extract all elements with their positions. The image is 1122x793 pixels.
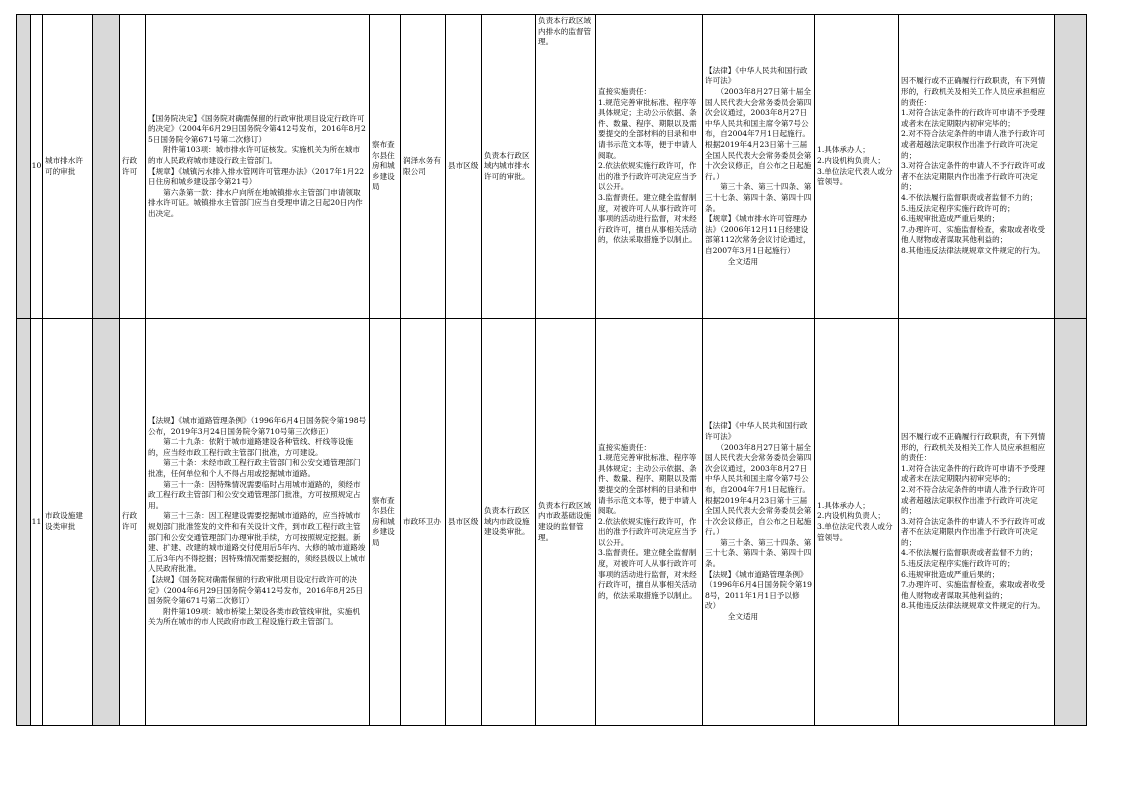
implementing-agency: 察布查尔县住房和城乡建设局 bbox=[370, 319, 401, 726]
responsibility-basis: 【法律】《中华人民共和国行政许可法》 （2003年8月27日第十届全国人民代表大会常务委员会第四次会议通过，2003年8月27日中华人民共和国主席令第7号公布，自2004年7月1日起施行。根据2019年4月23日第十三届全国人民代表大会常务委员会第十次会议修正，自公布之日起施行。） 第三十条、第三十四条、第三十七条、第四十条、第四十四条。 【规章】《城市排水许可管理办法》（2006年12月11日经建设部第112次常务会议讨论通过，自2007年3月1日起施行） 全文适用 bbox=[703, 15, 815, 319]
item-category: 行政许可 bbox=[120, 319, 146, 726]
undertaking-unit: 润泽水务有限公司 bbox=[401, 15, 446, 319]
blank-cell bbox=[17, 15, 31, 319]
accountability-situations: 因不履行或不正确履行行政职责，有下列情形的，行政机关及相关工作人员应承担相应的责任： 1.对符合法定条件的行政许可申请不予受理或者未在法定期限内初审完毕的； 2.对不符合法定条件的申请人准予行政许可或者超越法定职权作出准予行政许可决定的； 3.对符合法定条件的申请人不予行政许可或者不在法定期限内作出准予行政许可决定的； 4.不依法履行监督职责或者监督不力的； 5.违反法定程序实施行政许可的； 6.违规审批造成严重后果的； 7.办理许可、实施监督检查，索取或者收受他人财物或者谋取其他利益的； 8.其他违反法律法规规章文件规定的行为。 bbox=[899, 15, 1055, 319]
row-number: 10 bbox=[31, 15, 43, 319]
responsibility-items: 直接实施责任： 1.规范完善审批标准、程序等具体规定；主动公示依据、条件、数量、程序、期限以及需要提交的全部材料的目录和申请书示范文本等，便于申请人阅取。 2.依法依规实施行政许可，作出的准予行政许可决定应当予以公开。 3.监督责任。建立健全监督制度，对被许可人从事行政许可事项的活动进行监督，对未经行政许可，擅自从事相关活动的，依法采取措施予以制止。 bbox=[596, 15, 703, 319]
implementing-agency: 察布查尔县住房和城乡建设局 bbox=[370, 15, 401, 319]
blank-cell bbox=[17, 319, 31, 726]
legal-basis: 【国务院决定】《国务院对确需保留的行政审批项目设定行政许可的决定》（2004年6月29日国务院令第412号发布，2016年8月25日国务院令第671号第二次修订） 附件第103项：城市排水许可证核发。实施机关为所在城市的市人民政府城市建设行政主管部门。 【规章】《城镇污水排入排水管网许可管理办法》（2017年1月22日住房和城乡建设部令第21号） 第六条第一款：排水户向所在地城镇排水主管部门申请领取排水许可证。城镇排水主管部门应当自受理申请之日起20日内作出决定。 bbox=[146, 15, 370, 319]
scope-of-authority: 负责本行政区域内市政设施建设类审批。 bbox=[482, 319, 536, 726]
blank-cell bbox=[93, 15, 120, 319]
responsible-persons: 1.具体承办人； 2.内设机构负责人； 3.单位法定代表人或分管领导。 bbox=[815, 15, 899, 319]
supervision-duty: 负责本行政区域内排水的监督管理。 bbox=[536, 15, 596, 319]
responsibility-basis: 【法律】《中华人民共和国行政许可法》 （2003年8月27日第十届全国人民代表大会常务委员会第四次会议通过，2003年8月27日中华人民共和国主席令第7号公布，自2004年7月1日起施行。根据2019年4月23日第十三届全国人民代表大会常务委员会第十次会议修正，自公布之日起施行。） 第三十条、第三十四条、第三十七条、第四十条、第四十四条。 【法规】《城市道路管理条例》（1996年6月4日国务院令第198号，2011年1月1日予以修改） 全文适用 bbox=[703, 319, 815, 726]
item-category: 行政许可 bbox=[120, 15, 146, 319]
legal-basis: 【法规】《城市道路管理条例》（1996年6月4日国务院令第198号公布，2019年3月24日国务院令第710号第三次修正） 第二十九条：依附于城市道路建设各种管线、杆线等设施的，应当经市政工程行政主管部门批准，方可建设。 第三十条：未经市政工程行政主管部门和公安交通管理部门批准，任何单位和个人不得占用或挖掘城市道路。 第三十一条：因特殊情况需要临时占用城市道路的，须经市政工程行政主管部门和公安交通管理部门批准，方可按照规定占用。 第三十三条：因工程建设需要挖掘城市道路的，应当持城市规划部门批准签发的文件和有关设计文件，到市政工程行政主管部门和公安交通管理部门办理审批手续，方可按照规定挖掘。新建、扩建、改建的城市道路交付使用后5年内、大修的城市道路竣工后3年内不得挖掘；因特殊情况需要挖掘的，须经县级以上城市人民政府批准。 【法规】《国务院对确需保留的行政审批项目设定行政许可的决定》（2004年6月29日国务院令第412号发布，2016年8月25日国务院令第671号第二次修订） 附件第109项：城市桥梁上架设各类市政管线审批，实施机关为所在城市的市人民政府市政工程设施行政主管部门。 bbox=[146, 319, 370, 726]
row-number: 11 bbox=[31, 319, 43, 726]
exercise-level: 县市区级 bbox=[446, 15, 482, 319]
power-list-table bbox=[16, 14, 1087, 726]
supervision-duty: 负责本行政区域内市政基础设施建设的监督管理。 bbox=[536, 319, 596, 726]
exercise-level: 县市区级 bbox=[446, 319, 482, 726]
blank-cell bbox=[1055, 15, 1087, 319]
table-row bbox=[17, 15, 1087, 319]
item-name: 市政设施建设类审批 bbox=[43, 319, 93, 726]
scope-of-authority: 负责本行政区域内城市排水许可的审批。 bbox=[482, 15, 536, 319]
undertaking-unit: 市政环卫办 bbox=[401, 319, 446, 726]
table-row bbox=[17, 319, 1087, 726]
item-name: 城市排水许可的审批 bbox=[43, 15, 93, 319]
accountability-situations: 因不履行或不正确履行行政职责，有下列情形的，行政机关及相关工作人员应承担相应的责任： 1.对符合法定条件的行政许可申请不予受理或者未在法定期限内初审完毕的； 2.对不符合法定条件的申请人准予行政许可或者超越法定职权作出准予行政许可决定的； 3.对符合法定条件的申请人不予行政许可或者不在法定期限内作出准予行政许可决定的； 4.不依法履行监督职责或者监督不力的； 5.违反法定程序实施行政许可的； 6.违规审批造成严重后果的； 7.办理许可、实施监督检查，索取或者收受他人财物或者谋取其他利益的； 8.其他违反法律法规规章文件规定的行为。 bbox=[899, 319, 1055, 726]
responsibility-items: 直接实施责任： 1.规范完善审批标准、程序等具体规定；主动公示依据、条件、数量、程序、期限以及需要提交的全部材料的目录和申请书示范文本等，便于申请人阅取。 2.依法依规实施行政许可，作出的准予行政许可决定应当予以公开。 3.监督责任。建立健全监督制度，对被许可人从事行政许可事项的活动进行监督，对未经行政许可，擅自从事相关活动的，依法采取措施予以制止。 bbox=[596, 319, 703, 726]
blank-cell bbox=[93, 319, 120, 726]
blank-cell bbox=[1055, 319, 1087, 726]
responsible-persons: 1.具体承办人； 2.内设机构负责人； 3.单位法定代表人或分管领导。 bbox=[815, 319, 899, 726]
